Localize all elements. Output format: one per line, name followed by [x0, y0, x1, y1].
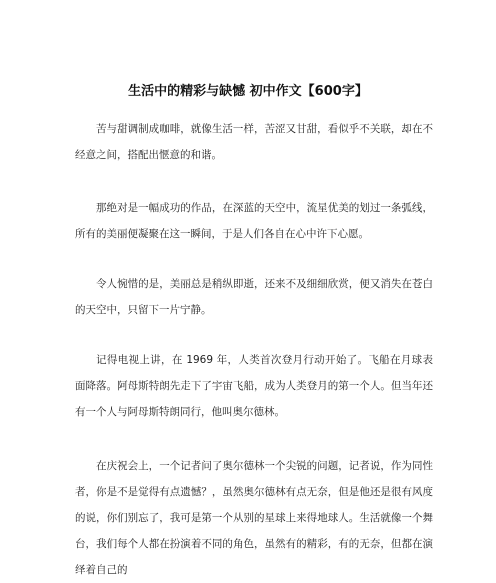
- paragraph: 那绝对是一幅成功的作品，在深蓝的天空中，流星优美的划过一条弧线，所有的美丽便凝聚在这一瞬间，于是人们各自在心中许下心愿。: [75, 202, 433, 240]
- paragraph: 在庆祝会上，一个记者问了奥尔德林一个尖锐的问题，记者说，作为同性者，你是不是觉得有点遗憾？，虽然奥尔德林有点无奈，但是他还是很有风度的说，你们别忘了，我可是第一个从别的星球上来得地球人。生活就像一个舞台，我们每个人都在扮演着不同的角色，虽然有的精彩，有的无奈，但都在演绎着自己的: [75, 460, 433, 576]
- document-title: 生活中的精彩与缺憾 初中作文【600字】: [128, 84, 368, 99]
- paragraph: 记得电视上讲，在 1969 年，人类首次登月行动开始了。飞船在月球表面降落。阿母斯特朗先走下了宇宙飞船，成为人类登月的第一个人。但当年还有一个人与阿母斯特朗同行，他叫奥尔德林。: [75, 354, 433, 418]
- paragraph: 令人惋惜的是，美丽总是稍纵即逝，还来不及细细欣赏，便又消失在苍白的天空中，只留下一片宁静。: [75, 278, 433, 316]
- paragraph: 苦与甜调制成咖啡，就像生活一样，苦涩又甘甜，看似乎不关联，却在不经意之间，搭配出惬意的和谐。: [75, 123, 433, 161]
